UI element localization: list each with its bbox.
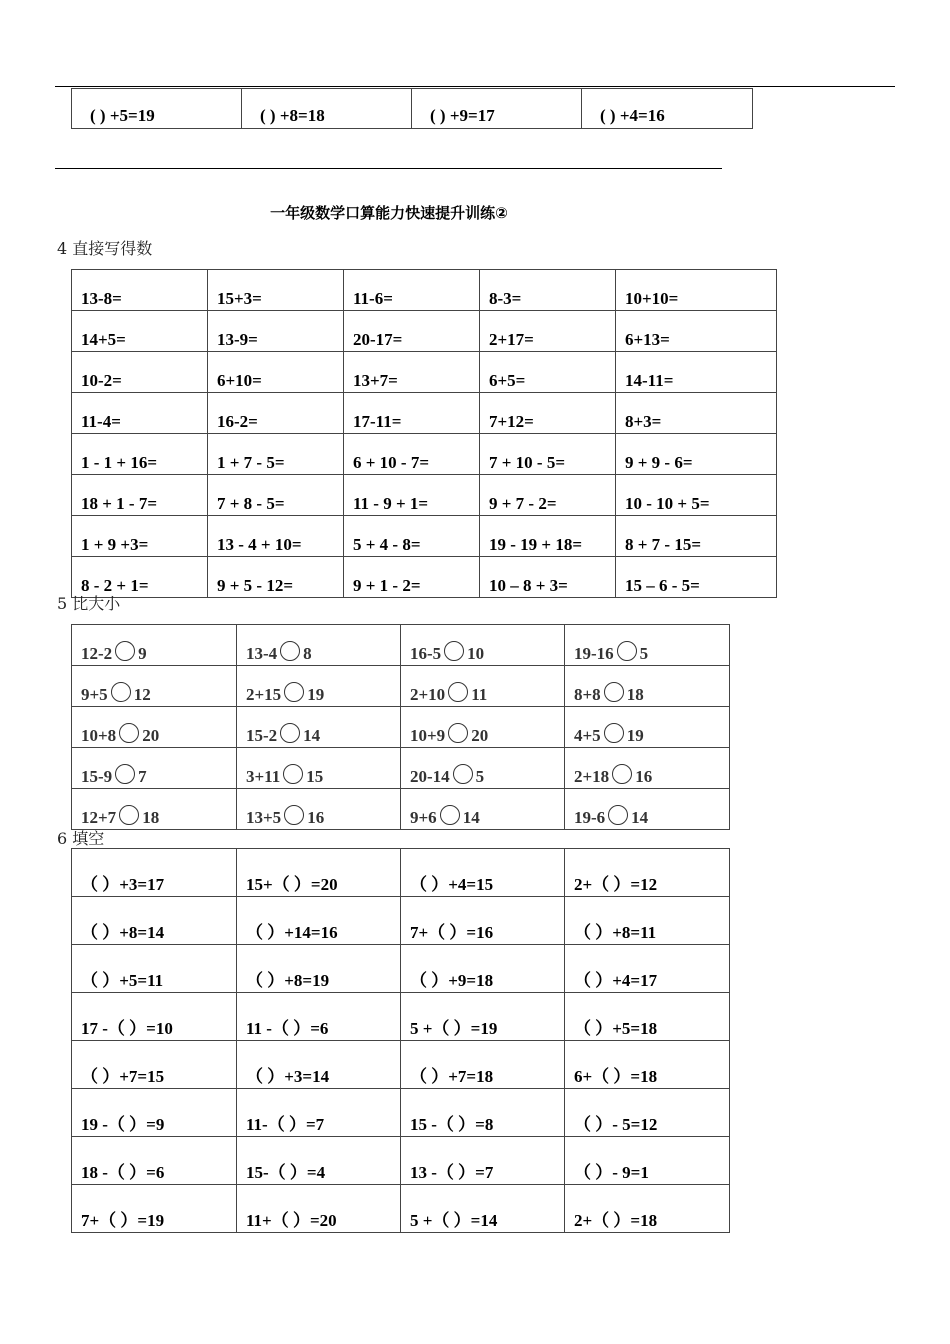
arith-cell: 16-2= bbox=[208, 393, 344, 434]
fill-cell: 11-（ ）=7 bbox=[237, 1089, 401, 1137]
compare-cell bbox=[72, 748, 237, 789]
fill-cell: （ ）+3=17 bbox=[72, 849, 237, 897]
compare-circle-icon[interactable] bbox=[617, 641, 637, 661]
arith-row bbox=[72, 311, 777, 352]
arith-cell: 6+10= bbox=[208, 352, 344, 393]
compare-left: 20-14 bbox=[410, 767, 450, 786]
arith-cell: 18 + 1 - 7= bbox=[72, 475, 208, 516]
fill-row bbox=[72, 897, 730, 945]
top-cell: ( ) +8=18 bbox=[242, 89, 412, 129]
arith-cell: 11-4= bbox=[72, 393, 208, 434]
compare-circle-icon[interactable] bbox=[119, 805, 139, 825]
compare-cell bbox=[565, 748, 730, 789]
compare-right: 14 bbox=[462, 808, 480, 827]
arith-cell: 8 - 2 + 1= bbox=[72, 557, 208, 598]
compare-cell bbox=[237, 707, 401, 748]
compare-row bbox=[72, 666, 730, 707]
compare-circle-icon[interactable] bbox=[440, 805, 460, 825]
fill-row bbox=[72, 945, 730, 993]
compare-circle-icon[interactable] bbox=[280, 641, 300, 661]
fill-cell: （ ）+5=18 bbox=[565, 993, 730, 1041]
fill-cell: 11+（ ）=20 bbox=[237, 1185, 401, 1233]
compare-right: 19 bbox=[626, 726, 644, 745]
fill-cell: 11 -（ ）=6 bbox=[237, 993, 401, 1041]
top-cell: ( ) +9=17 bbox=[412, 89, 582, 129]
compare-cell bbox=[565, 789, 730, 830]
compare-right: 8 bbox=[303, 644, 312, 663]
compare-circle-icon[interactable] bbox=[612, 764, 632, 784]
compare-left: 13-4 bbox=[246, 644, 278, 663]
compare-cell bbox=[72, 666, 237, 707]
arith-row bbox=[72, 434, 777, 475]
arith-cell: 6 + 10 - 7= bbox=[344, 434, 480, 475]
compare-left: 12-2 bbox=[81, 644, 113, 663]
arith-cell: 14+5= bbox=[72, 311, 208, 352]
fill-row bbox=[72, 1041, 730, 1089]
arith-cell: 8-3= bbox=[480, 270, 616, 311]
arith-row bbox=[72, 516, 777, 557]
arith-cell: 11 - 9 + 1= bbox=[344, 475, 480, 516]
fill-cell: （ ）+5=11 bbox=[72, 945, 237, 993]
compare-cell bbox=[72, 707, 237, 748]
fill-cell: （ ）+4=15 bbox=[401, 849, 565, 897]
arith-cell: 8+3= bbox=[616, 393, 777, 434]
compare-left: 3+11 bbox=[246, 767, 281, 786]
arith-cell: 1 + 7 - 5= bbox=[208, 434, 344, 475]
fill-cell: 13 -（ ）=7 bbox=[401, 1137, 565, 1185]
fill-cell: （ ）+9=18 bbox=[401, 945, 565, 993]
arith-cell: 14-11= bbox=[616, 352, 777, 393]
fill-cell: （ ）+7=15 bbox=[72, 1041, 237, 1089]
compare-circle-icon[interactable] bbox=[280, 723, 300, 743]
fill-cell: 6+（ ）=18 bbox=[565, 1041, 730, 1089]
arith-row bbox=[72, 475, 777, 516]
compare-cell bbox=[401, 625, 565, 666]
top-row bbox=[72, 89, 753, 129]
compare-right: 7 bbox=[138, 767, 147, 786]
compare-left: 2+15 bbox=[246, 685, 282, 704]
compare-cell bbox=[565, 666, 730, 707]
compare-row bbox=[72, 707, 730, 748]
arith-cell: 13-8= bbox=[72, 270, 208, 311]
fill-cell: 2+（ ）=18 bbox=[565, 1185, 730, 1233]
compare-cell bbox=[237, 666, 401, 707]
fill-cell: （ ）+8=19 bbox=[237, 945, 401, 993]
compare-left: 9+6 bbox=[410, 808, 437, 827]
compare-row bbox=[72, 625, 730, 666]
arith-cell: 6+5= bbox=[480, 352, 616, 393]
arith-row bbox=[72, 393, 777, 434]
compare-table bbox=[71, 624, 730, 830]
arith-cell: 1 + 9 +3= bbox=[72, 516, 208, 557]
arith-cell: 1 - 1 + 16= bbox=[72, 434, 208, 475]
compare-row bbox=[72, 789, 730, 830]
fill-cell: 15-（ ）=4 bbox=[237, 1137, 401, 1185]
fill-blank-table bbox=[71, 848, 730, 1233]
compare-right: 5 bbox=[475, 767, 485, 786]
compare-right: 5 bbox=[639, 644, 649, 663]
compare-circle-icon[interactable] bbox=[448, 682, 468, 702]
compare-cell bbox=[565, 625, 730, 666]
arith-cell: 7 + 8 - 5= bbox=[208, 475, 344, 516]
compare-left: 13+5 bbox=[246, 808, 282, 827]
arith-cell: 10 – 8 + 3= bbox=[480, 557, 616, 598]
arith-cell: 13 - 4 + 10= bbox=[208, 516, 344, 557]
compare-right: 10 bbox=[467, 644, 485, 663]
compare-circle-icon[interactable] bbox=[604, 682, 624, 702]
compare-cell bbox=[401, 789, 565, 830]
arith-cell: 9 + 7 - 2= bbox=[480, 475, 616, 516]
compare-cell bbox=[237, 625, 401, 666]
arith-cell: 2+17= bbox=[480, 311, 616, 352]
compare-right: 15 bbox=[306, 767, 324, 786]
header-rule bbox=[55, 86, 895, 87]
compare-right: 19 bbox=[307, 685, 325, 704]
compare-circle-icon[interactable] bbox=[119, 723, 139, 743]
arith-cell: 13-9= bbox=[208, 311, 344, 352]
fill-row bbox=[72, 1185, 730, 1233]
compare-left: 9+5 bbox=[81, 685, 108, 704]
compare-right: 16 bbox=[307, 808, 325, 827]
fill-cell: 7+（ ）=19 bbox=[72, 1185, 237, 1233]
compare-circle-icon[interactable] bbox=[284, 682, 304, 702]
fill-cell: 19 -（ ）=9 bbox=[72, 1089, 237, 1137]
compare-row bbox=[72, 748, 730, 789]
top-cell: ( ) +5=19 bbox=[72, 89, 242, 129]
fill-cell: 17 -（ ）=10 bbox=[72, 993, 237, 1041]
section-6-heading: 6 填空 bbox=[57, 829, 105, 848]
fill-row bbox=[72, 993, 730, 1041]
compare-right: 9 bbox=[138, 644, 147, 663]
arith-cell: 15+3= bbox=[208, 270, 344, 311]
compare-cell bbox=[237, 748, 401, 789]
fill-cell: 5 +（ ）=19 bbox=[401, 993, 565, 1041]
compare-right: 20 bbox=[471, 726, 489, 745]
compare-left: 10+9 bbox=[410, 726, 446, 745]
compare-left: 15-9 bbox=[81, 767, 113, 786]
arith-row bbox=[72, 557, 777, 598]
compare-cell bbox=[72, 625, 237, 666]
arith-row bbox=[72, 352, 777, 393]
arith-cell: 13+7= bbox=[344, 352, 480, 393]
compare-left: 12+7 bbox=[81, 808, 117, 827]
fill-cell: （ ）+8=14 bbox=[72, 897, 237, 945]
fill-cell: 5 +（ ）=14 bbox=[401, 1185, 565, 1233]
compare-left: 16-5 bbox=[410, 644, 442, 663]
compare-circle-icon[interactable] bbox=[608, 805, 628, 825]
arith-cell: 9 + 1 - 2= bbox=[344, 557, 480, 598]
compare-cell bbox=[72, 789, 237, 830]
compare-circle-icon[interactable] bbox=[284, 805, 304, 825]
compare-right: 14 bbox=[303, 726, 321, 745]
arith-cell: 17-11= bbox=[344, 393, 480, 434]
compare-left: 2+10 bbox=[410, 685, 446, 704]
separator-rule bbox=[55, 168, 722, 169]
arith-cell: 20-17= bbox=[344, 311, 480, 352]
section-5-heading: 5 比大小 bbox=[57, 594, 121, 613]
arith-cell: 15 – 6 - 5= bbox=[616, 557, 777, 598]
fill-cell: （ ）+8=11 bbox=[565, 897, 730, 945]
compare-circle-icon[interactable] bbox=[448, 723, 468, 743]
fill-row bbox=[72, 1089, 730, 1137]
compare-right: 20 bbox=[142, 726, 160, 745]
top-fill-table bbox=[71, 88, 753, 129]
compare-left: 15-2 bbox=[246, 726, 278, 745]
compare-right: 12 bbox=[133, 685, 151, 704]
arith-cell: 8 + 7 - 15= bbox=[616, 516, 777, 557]
compare-left: 2+18 bbox=[574, 767, 610, 786]
compare-left: 10+8 bbox=[81, 726, 117, 745]
arith-cell: 5 + 4 - 8= bbox=[344, 516, 480, 557]
compare-right: 11 bbox=[471, 685, 488, 704]
compare-right: 16 bbox=[635, 767, 653, 786]
fill-cell: 18 -（ ）=6 bbox=[72, 1137, 237, 1185]
compare-cell bbox=[401, 666, 565, 707]
compare-cell bbox=[401, 748, 565, 789]
arith-cell: 6+13= bbox=[616, 311, 777, 352]
compare-circle-icon[interactable] bbox=[115, 764, 135, 784]
compare-circle-icon[interactable] bbox=[604, 723, 624, 743]
fill-cell: （ ）- 5=12 bbox=[565, 1089, 730, 1137]
fill-cell: （ ）+4=17 bbox=[565, 945, 730, 993]
arith-cell: 10+10= bbox=[616, 270, 777, 311]
worksheet-title: 一年级数学口算能力快速提升训练② bbox=[270, 204, 508, 222]
compare-circle-icon[interactable] bbox=[111, 682, 131, 702]
fill-row bbox=[72, 849, 730, 897]
fill-cell: （ ）+7=18 bbox=[401, 1041, 565, 1089]
compare-right: 14 bbox=[631, 808, 649, 827]
arith-row bbox=[72, 270, 777, 311]
fill-cell: 15+（ ）=20 bbox=[237, 849, 401, 897]
compare-left: 8+8 bbox=[574, 685, 601, 704]
section-4-heading: 4 直接写得数 bbox=[57, 239, 153, 258]
fill-cell: 15 -（ ）=8 bbox=[401, 1089, 565, 1137]
compare-left: 19-6 bbox=[574, 808, 606, 827]
arith-cell: 11-6= bbox=[344, 270, 480, 311]
fill-cell: （ ）+3=14 bbox=[237, 1041, 401, 1089]
compare-left: 4+5 bbox=[574, 726, 601, 745]
fill-cell: （ ）+14=16 bbox=[237, 897, 401, 945]
arith-cell: 10-2= bbox=[72, 352, 208, 393]
compare-right: 18 bbox=[626, 685, 644, 704]
fill-cell: 2+（ ）=12 bbox=[565, 849, 730, 897]
top-cell: ( ) +4=16 bbox=[582, 89, 753, 129]
compare-cell bbox=[401, 707, 565, 748]
fill-cell: 7+（ ）=16 bbox=[401, 897, 565, 945]
compare-circle-icon[interactable] bbox=[283, 764, 303, 784]
arith-cell: 7 + 10 - 5= bbox=[480, 434, 616, 475]
arith-cell: 19 - 19 + 18= bbox=[480, 516, 616, 557]
compare-cell bbox=[565, 707, 730, 748]
arith-cell: 7+12= bbox=[480, 393, 616, 434]
compare-left: 19-16 bbox=[574, 644, 614, 663]
fill-cell: （ ）- 9=1 bbox=[565, 1137, 730, 1185]
compare-circle-icon[interactable] bbox=[453, 764, 473, 784]
compare-right: 18 bbox=[142, 808, 160, 827]
arith-cell: 10 - 10 + 5= bbox=[616, 475, 777, 516]
arith-cell: 9 + 9 - 6= bbox=[616, 434, 777, 475]
compare-circle-icon[interactable] bbox=[444, 641, 464, 661]
compare-cell bbox=[237, 789, 401, 830]
compare-circle-icon[interactable] bbox=[115, 641, 135, 661]
arith-cell: 9 + 5 - 12= bbox=[208, 557, 344, 598]
direct-answer-table bbox=[71, 269, 777, 598]
fill-row bbox=[72, 1137, 730, 1185]
